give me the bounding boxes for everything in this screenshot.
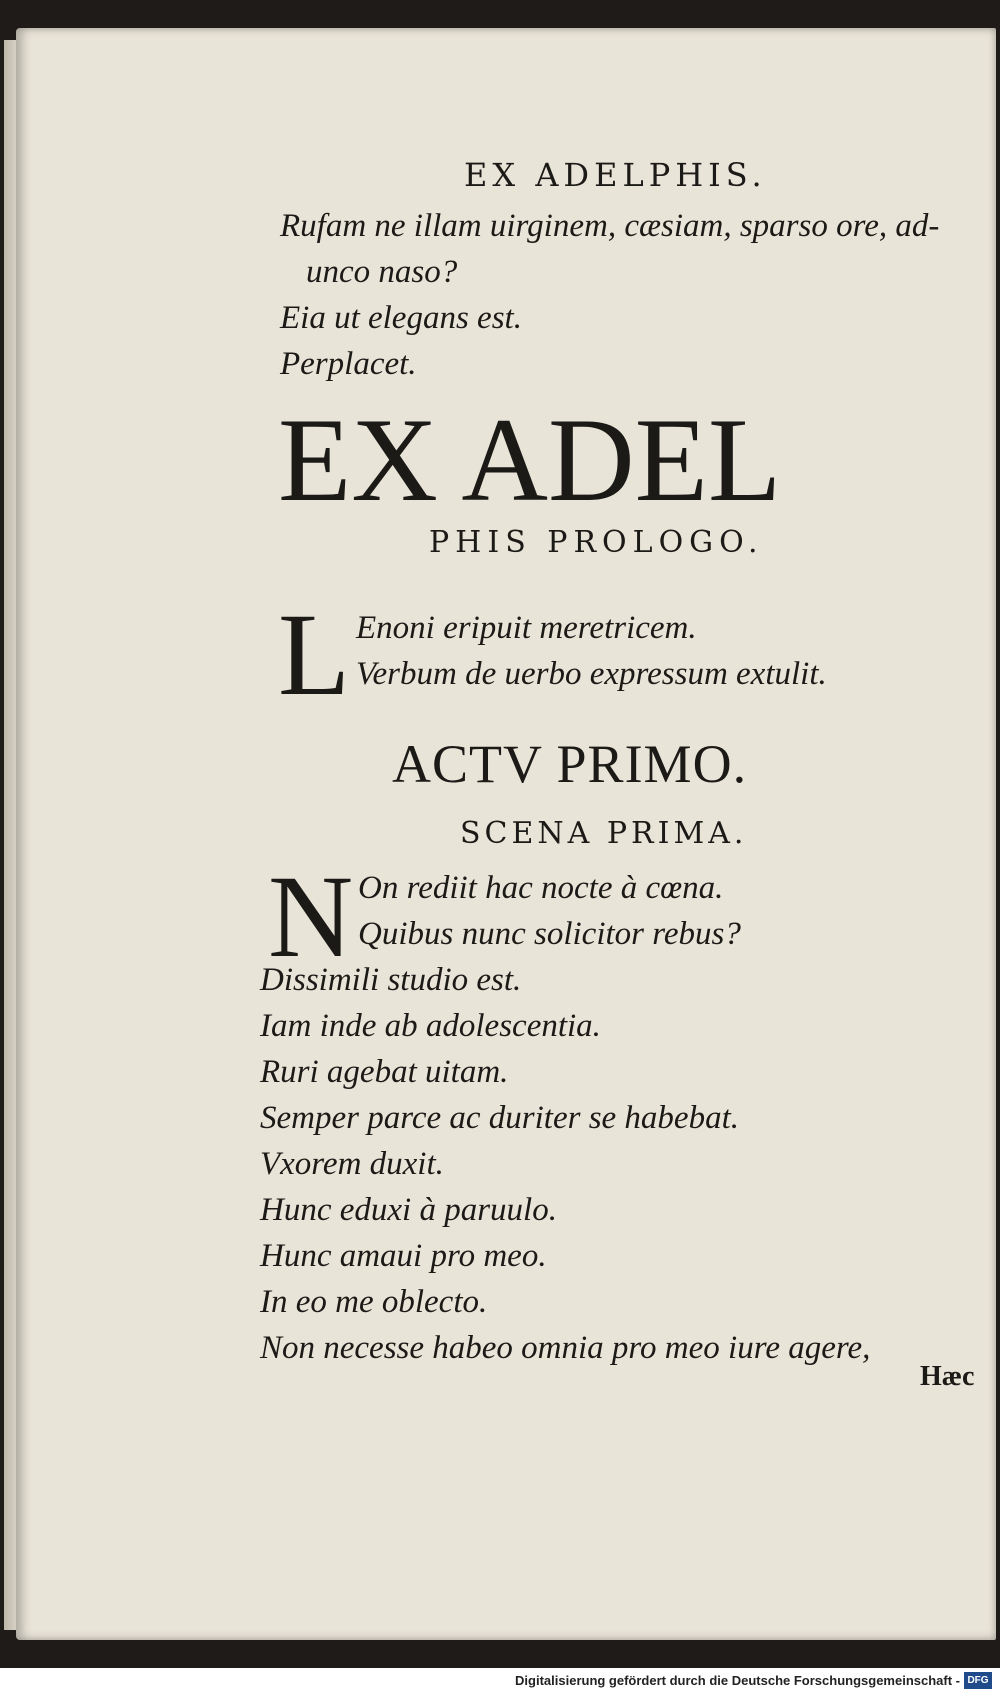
text-line: Iam inde ab adolescentia. (260, 1008, 601, 1044)
text-line: Quibus nunc solicitor rebus? (358, 916, 741, 952)
section-title: EX ADEL (278, 393, 782, 526)
text-line: Vxorem duxit. (260, 1146, 444, 1182)
text-line: Semper parce ac duriter se habebat. (260, 1100, 739, 1136)
text-line: Non necesse habeo omnia pro meo iure agere, (260, 1330, 871, 1366)
text-line: Ruri agebat uitam. (260, 1054, 509, 1090)
text-line: Eia ut elegans est. (280, 300, 522, 336)
book-page (16, 28, 996, 1640)
drop-cap: N (268, 851, 354, 982)
text-line: Perplacet. (280, 346, 417, 382)
text-line: In eo me oblecto. (260, 1284, 488, 1320)
text-line: On rediit hac nocte à cœna. (358, 870, 724, 906)
footer-bar (0, 1668, 1000, 1695)
section-subtitle: PHIS PROLOGO. (429, 525, 764, 560)
catchword: Hæc (920, 1361, 975, 1392)
footer-credit: Digitalisierung gefördert durch die Deutsche Forschungsgemeinschaft - (515, 1673, 960, 1688)
drop-cap: L (278, 589, 351, 720)
text-line: Dissimili studio est. (260, 962, 522, 998)
text-line: Rufam ne illam uirginem, cæsiam, sparso ore, ad- (280, 208, 940, 244)
act-title: ACTV PRIMO. (392, 734, 748, 794)
text-line: Verbum de uerbo expressum extulit. (356, 656, 827, 692)
scene-title: SCENA PRIMA. (460, 816, 748, 851)
text-line: Hunc amaui pro meo. (260, 1238, 547, 1274)
dfg-logo-icon: DFG (964, 1672, 992, 1689)
running-head: EX ADELPHIS. (464, 156, 767, 194)
text-line: Hunc eduxi à paruulo. (260, 1192, 557, 1228)
text-line: unco naso? (306, 254, 458, 290)
text-line: Enoni eripuit meretricem. (356, 610, 697, 646)
